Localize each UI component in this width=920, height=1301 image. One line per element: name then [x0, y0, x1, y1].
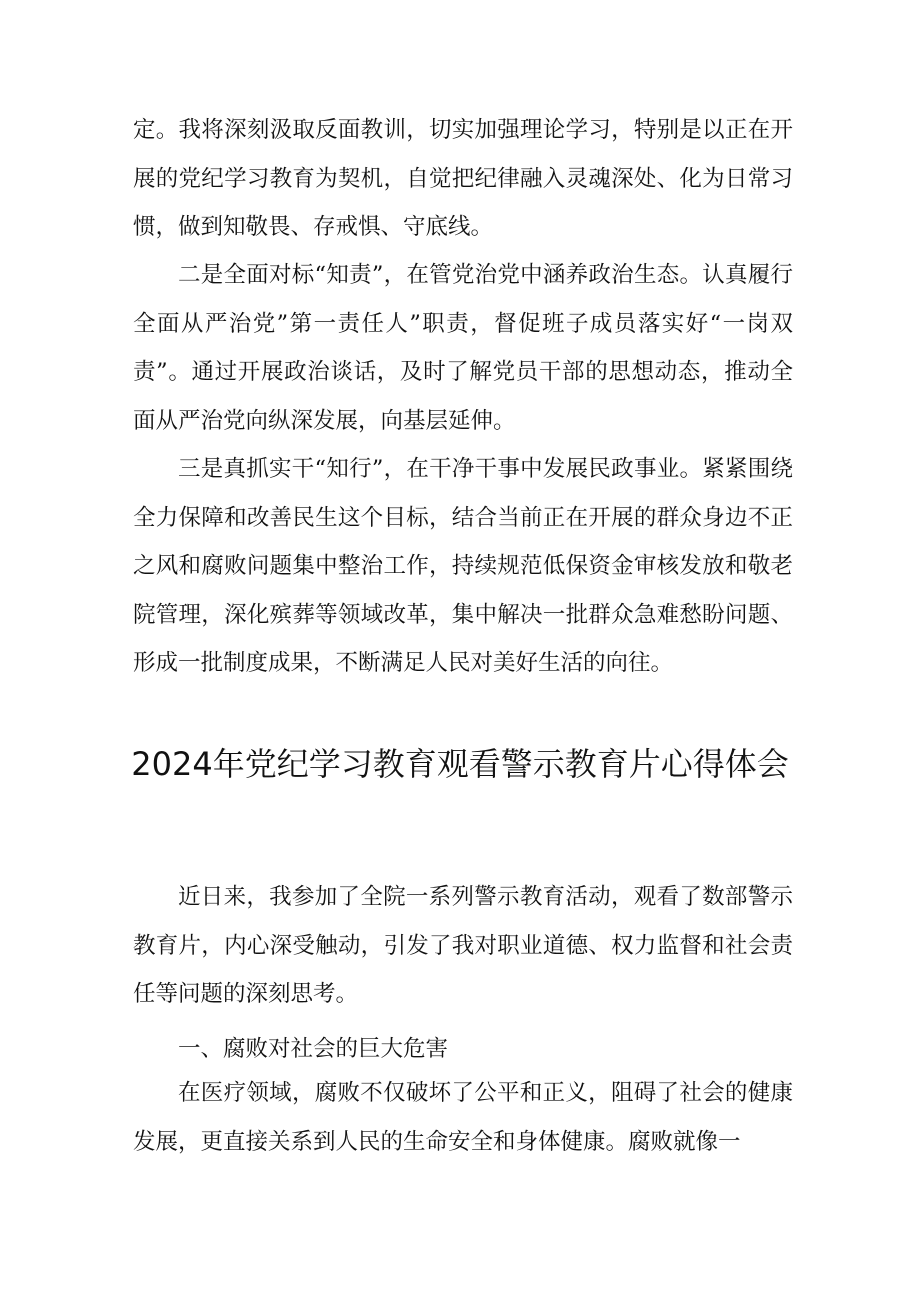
section-heading: 一、腐败对社会的巨大危害	[178, 1036, 449, 1062]
paragraph-continuation: 定。我将深刻汲取反面教训，切实加强理论学习，特别是以正在开展的党纪学习教育为契机，自觉把纪律融入灵魂深处、化为日常习惯，做到知敬畏、存戒惧、守底线。	[133, 117, 793, 240]
document-title: 2024年党纪学习教育观看警示教育片心得体会	[131, 745, 789, 783]
intro-paragraph: 近日来，我参加了全院一系列警示教育活动，观看了数部警示教育片，内心深受触动，引发了我对职业道德、权力监督和社会责任等问题的深刻思考。	[133, 884, 793, 1007]
paragraph-know-responsibility: 二是全面对标“知责”，在管党治党中涵养政治生态。认真履行全面从严治党”第一责任人”职责，督促班子成员落实好“一岗双责”。通过开展政治谈话，及时了解党员干部的思想动态，推动全面从严治党向纵深发展，向基层延伸。	[133, 262, 793, 434]
paragraph-know-action: 三是真抓实干“知行”，在干净干事中发展民政事业。紧紧围绕全力保障和改善民生这个目标，结合当前正在开展的群众身边不正之风和腐败问题集中整治工作，持续规范低保资金审核发放和敬老院管理，深化殡葬等领域改革，集中解决一批群众急难愁盼问题、形成一批制度成果，不断满足人民对美好生活的向往。	[133, 456, 793, 676]
section-paragraph: 在医疗领域，腐败不仅破坏了公平和正义，阻碍了社会的健康发展，更直接关系到人民的生命安全和身体健康。腐败就像一	[133, 1080, 793, 1155]
